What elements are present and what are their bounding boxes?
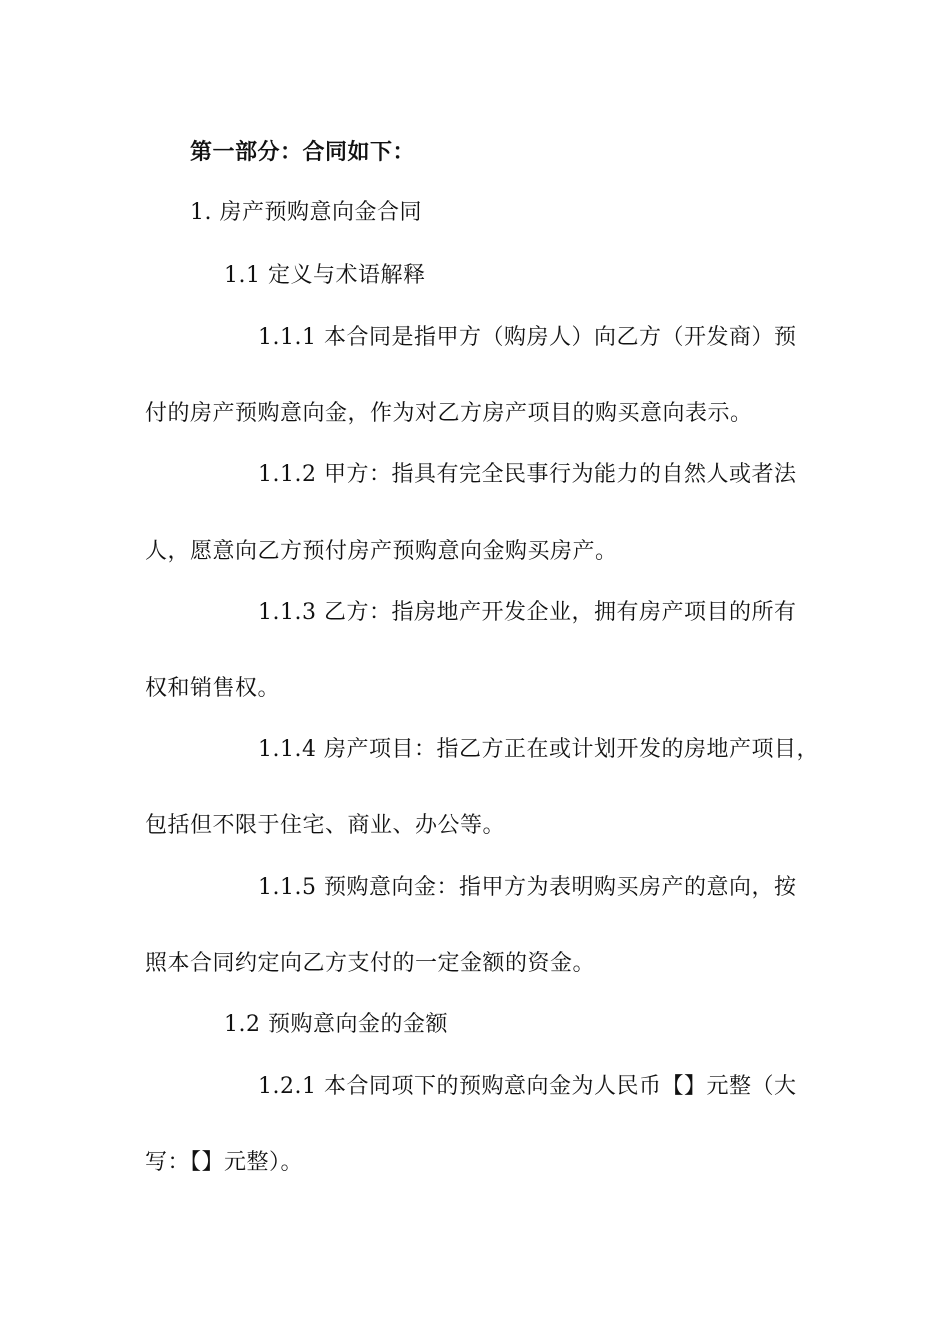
clause-1-1-2-line-1: 1.1.2 甲方：指具有完全民事行为能力的自然人或者法 <box>258 462 797 487</box>
clause-1-1-3-line-2: 权和销售权。 <box>145 676 281 701</box>
clause-1-2-1-line-1: 1.2.1 本合同项下的预购意向金为人民币【】元整（大 <box>258 1074 797 1099</box>
clause-1-1-5-line-2: 照本合同约定向乙方支付的一定金额的资金。 <box>145 951 596 976</box>
clause-1-1-1-line-2: 付的房产预购意向金，作为对乙方房产项目的购买意向表示。 <box>145 401 753 426</box>
clause-1-1-4-line-2: 包括但不限于住宅、商业、办公等。 <box>145 813 506 838</box>
section-1-title: 1. 房产预购意向金合同 <box>190 200 422 225</box>
clause-1-1-1-line-1: 1.1.1 本合同是指甲方（购房人）向乙方（开发商）预 <box>258 325 797 350</box>
clause-1-2-1-line-2: 写：【】元整）。 <box>145 1150 304 1175</box>
clause-1-1-5-line-1: 1.1.5 预购意向金：指甲方为表明购买房产的意向，按 <box>258 875 797 900</box>
part-heading: 第一部分：合同如下： <box>190 140 416 165</box>
clause-1-1-3-line-1: 1.1.3 乙方：指房地产开发企业，拥有房产项目的所有 <box>258 600 797 625</box>
clause-1-1-2-line-2: 人，愿意向乙方预付房产预购意向金购买房产。 <box>145 539 618 564</box>
clause-1-1-4-line-1: 1.1.4 房产项目：指乙方正在或计划开发的房地产项目， <box>258 737 819 762</box>
section-1-2-title: 1.2 预购意向金的金额 <box>224 1012 448 1037</box>
section-1-1-title: 1.1 定义与术语解释 <box>224 263 426 288</box>
